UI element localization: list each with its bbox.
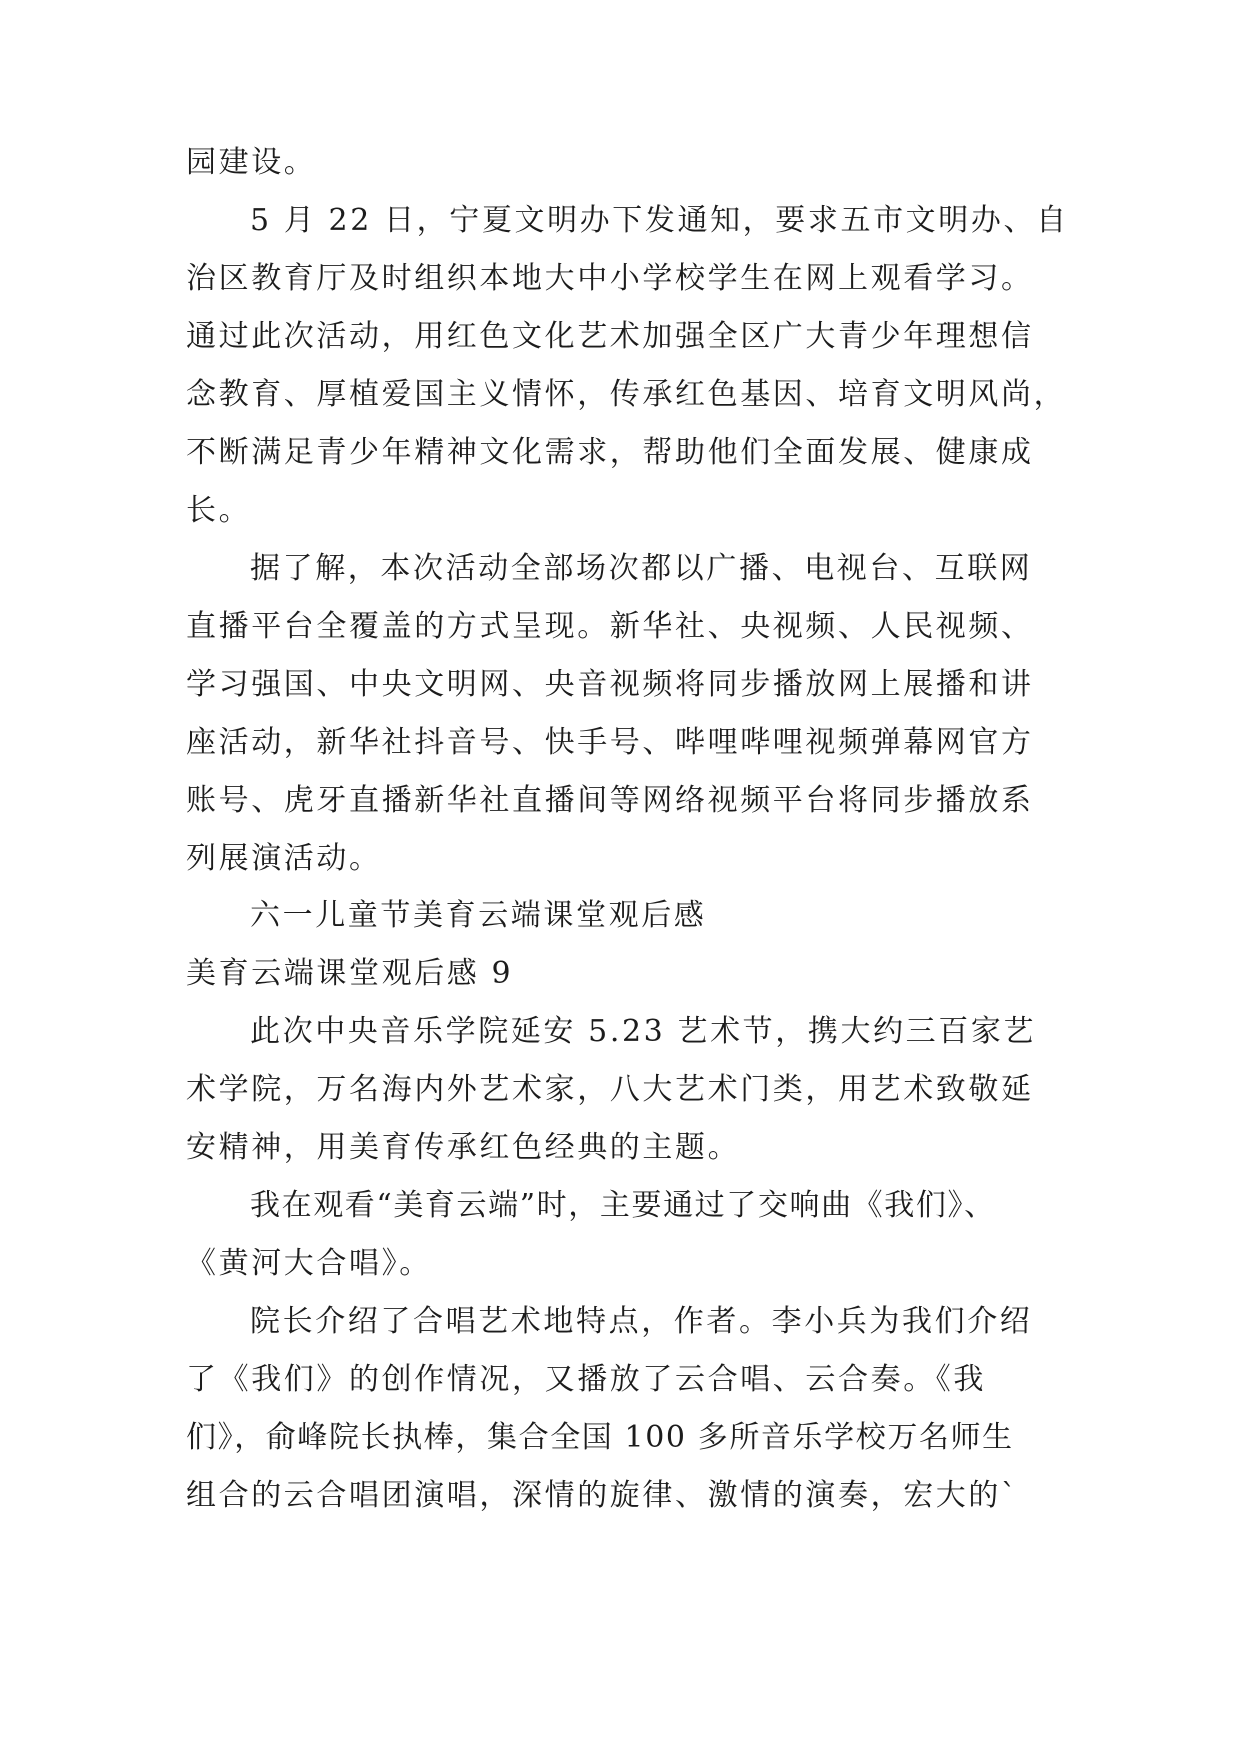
text-line: 组合的云合唱团演唱，深情的旋律、激情的演奏，宏大的` (186, 1478, 1019, 1513)
text-line: 此次中央音乐学院延安 5.23 艺术节，携大约三百家艺 (250, 1014, 1037, 1049)
text-line: 座活动，新华社抖音号、快手号、哔哩哔哩视频弹幕网官方 (186, 725, 1034, 760)
text-line: 院长介绍了合唱艺术地特点，作者。李小兵为我们介绍 (250, 1304, 1033, 1339)
text-line: 通过此次活动，用红色文化艺术加强全区广大青少年理想信 (186, 319, 1034, 354)
text-line: 据了解，本次活动全部场次都以广播、电视台、互联网 (250, 551, 1033, 586)
text-line: 直播平台全覆盖的方式呈现。新华社、央视频、人民视频、 (186, 609, 1034, 644)
text-line: 治区教育厅及时组织本地大中小学校学生在网上观看学习。 (186, 261, 1034, 296)
section-heading: 美育云端课堂观后感 9 (186, 956, 514, 991)
text-line: 5 月 22 日，宁夏文明办下发通知，要求五市文明办、自 (250, 203, 1069, 238)
text-line: 我在观看“美育云端”时，主要通过了交响曲《我们》、 (250, 1188, 996, 1223)
text-line: 长。 (186, 493, 252, 528)
text-line: 园建设。 (186, 145, 317, 180)
text-line: 们》，俞峰院长执棒，集合全国 100 多所音乐学校万名师生 (186, 1420, 1014, 1455)
text-line: 账号、虎牙直播新华社直播间等网络视频平台将同步播放系 (186, 783, 1034, 818)
text-line: 不断满足青少年精神文化需求，帮助他们全面发展、健康成 (186, 435, 1034, 470)
text-line: 了《我们》的创作情况，又播放了云合唱、云合奏。《我 (186, 1362, 986, 1397)
text-line: 安精神，用美育传承红色经典的主题。 (186, 1130, 741, 1165)
text-line: 念教育、厚植爱国主义情怀，传承红色基因、培育文明风尚， (186, 377, 1067, 412)
text-line: 列展演活动。 (186, 841, 382, 876)
section-heading: 六一儿童节美育云端课堂观后感 (250, 898, 707, 933)
text-line: 学习强国、中央文明网、央音视频将同步播放网上展播和讲 (186, 667, 1034, 702)
text-line: 《黄河大合唱》。 (186, 1246, 432, 1281)
text-line: 术学院，万名海内外艺术家，八大艺术门类，用艺术致敬延 (186, 1072, 1034, 1107)
